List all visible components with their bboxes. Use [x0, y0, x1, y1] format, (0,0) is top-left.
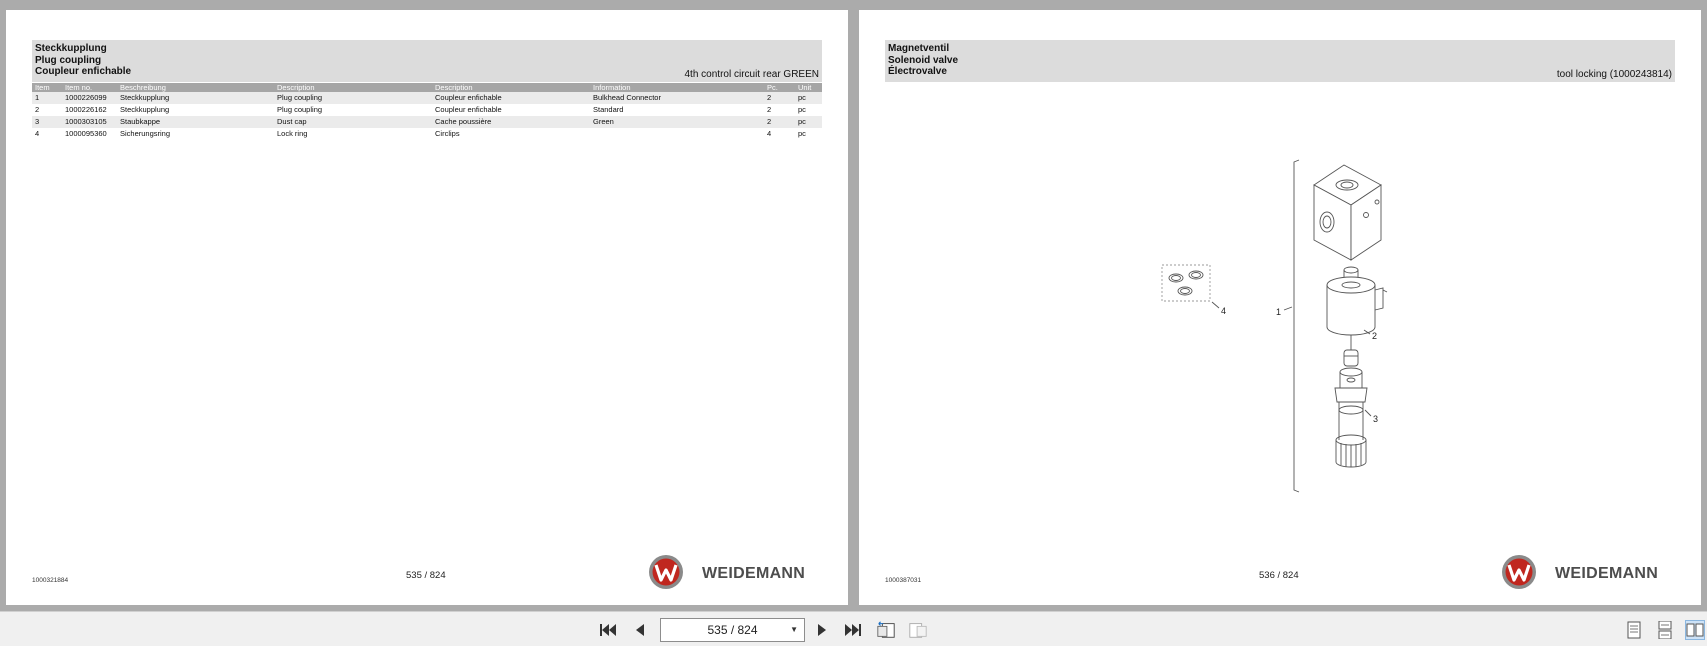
table-cell: pc	[798, 105, 806, 114]
table-cell: Circlips	[435, 129, 460, 138]
table-header-row	[32, 83, 822, 92]
table-cell: 2	[764, 92, 795, 104]
table-row	[32, 104, 822, 116]
callout-label: 2	[1372, 331, 1378, 341]
first-page-icon	[599, 622, 617, 638]
title-english: Solenoid valve	[888, 55, 959, 66]
viewer-toolbar	[0, 611, 1707, 646]
table-cell: Staubkappe	[117, 116, 274, 128]
callout-label: 4	[1221, 306, 1227, 316]
title-english: Plug coupling	[35, 55, 102, 66]
column-header: Unit	[795, 83, 822, 92]
table-cell: 4	[35, 129, 40, 138]
two-page-view-button[interactable]	[1685, 620, 1705, 640]
parts-table	[32, 83, 822, 140]
last-page-button[interactable]	[843, 620, 863, 640]
two-page-view-icon	[1686, 622, 1704, 638]
next-page-button[interactable]	[812, 620, 832, 640]
table-cell: 1000303105	[62, 116, 117, 128]
title-german: Magnetventil	[888, 43, 950, 54]
go-back-button[interactable]	[876, 620, 896, 640]
table-cell: Dust cap	[274, 116, 432, 128]
table-cell: Sicherungsring	[120, 129, 171, 138]
column-header: Description	[274, 83, 432, 92]
weidemann-emblem-icon	[1499, 552, 1539, 592]
first-page-button[interactable]	[598, 620, 618, 640]
page-number: 536 / 824	[1259, 570, 1299, 581]
title-french: Électrovalve	[888, 66, 947, 77]
table-cell: 2	[35, 105, 40, 114]
table-cell: Standard	[593, 105, 624, 114]
table-row	[32, 128, 822, 140]
go-back-icon	[876, 620, 896, 640]
table-cell: Steckkupplung	[120, 105, 170, 114]
table-cell: 1000226162	[65, 105, 107, 114]
table-cell: 1000226099	[62, 92, 117, 104]
right-document-page	[859, 10, 1701, 605]
previous-page-button[interactable]	[630, 620, 650, 640]
last-page-icon	[844, 622, 862, 638]
table-cell: 1	[32, 92, 62, 104]
section-subtitle: 4th control circuit rear GREEN	[684, 69, 819, 80]
document-number: 1000321884	[32, 577, 69, 584]
table-cell: Lock ring	[277, 129, 308, 138]
single-page-view-icon	[1626, 621, 1642, 639]
table-cell: 2	[764, 116, 795, 128]
table-cell: 2	[767, 105, 772, 114]
section-header	[885, 40, 1675, 82]
table-cell: Coupleur enfichable	[435, 105, 502, 114]
page-number-input[interactable]	[660, 618, 805, 642]
section-subtitle: tool locking (1000243814)	[1556, 69, 1672, 80]
previous-page-icon	[633, 622, 647, 638]
table-cell: Plug coupling	[274, 92, 432, 104]
brand-name: WEIDEMANN	[1555, 565, 1659, 582]
weidemann-emblem-icon	[646, 552, 686, 592]
page-number-value: 535 / 824	[707, 623, 758, 637]
weidemann-logo	[646, 552, 826, 592]
o-ring-set	[1162, 265, 1210, 301]
document-number: 1000387031	[885, 577, 922, 584]
table-cell: 3	[32, 116, 62, 128]
table-cell: pc	[795, 116, 822, 128]
go-forward-button[interactable]	[908, 620, 928, 640]
section-header	[32, 40, 822, 82]
column-header: Item	[32, 83, 62, 92]
table-cell: 1000095360	[65, 129, 107, 138]
title-french: Coupleur enfichable	[35, 66, 132, 77]
callout-label: 1	[1276, 307, 1282, 317]
left-document-page	[6, 10, 848, 605]
continuous-view-button[interactable]	[1655, 620, 1675, 640]
table-cell	[590, 128, 764, 140]
callout-label: 3	[1373, 414, 1379, 424]
table-cell: pc	[795, 92, 822, 104]
next-page-icon	[815, 622, 829, 638]
column-header: Description	[432, 83, 590, 92]
title-german: Steckkupplung	[35, 43, 107, 54]
continuous-view-icon	[1657, 621, 1673, 639]
chevron-down-icon[interactable]: ▼	[790, 625, 798, 634]
go-forward-icon	[908, 620, 928, 640]
single-page-view-button[interactable]	[1624, 620, 1644, 640]
table-row	[32, 92, 822, 104]
valve-block	[1314, 165, 1381, 260]
table-cell: 4	[767, 129, 772, 138]
column-header: Beschreibung	[117, 83, 274, 92]
table-cell: Cache poussière	[432, 116, 590, 128]
table-row	[32, 116, 822, 128]
cartridge-valve	[1335, 335, 1367, 467]
solenoid-valve-exploded-diagram	[1159, 140, 1419, 500]
table-cell: pc	[798, 129, 806, 138]
column-header: Information	[590, 83, 764, 92]
table-cell: Steckkupplung	[117, 92, 274, 104]
column-header: Pc.	[764, 83, 795, 92]
table-cell: Coupleur enfichable	[432, 92, 590, 104]
solenoid-coil	[1327, 267, 1387, 335]
table-cell: Green	[590, 116, 764, 128]
assembly-bracket	[1294, 160, 1299, 492]
page-number: 535 / 824	[406, 570, 446, 581]
weidemann-logo	[1499, 552, 1679, 592]
column-header: Item no.	[62, 83, 117, 92]
table-cell: Plug coupling	[277, 105, 323, 114]
brand-name: WEIDEMANN	[702, 565, 806, 582]
table-cell: Bulkhead Connector	[590, 92, 764, 104]
